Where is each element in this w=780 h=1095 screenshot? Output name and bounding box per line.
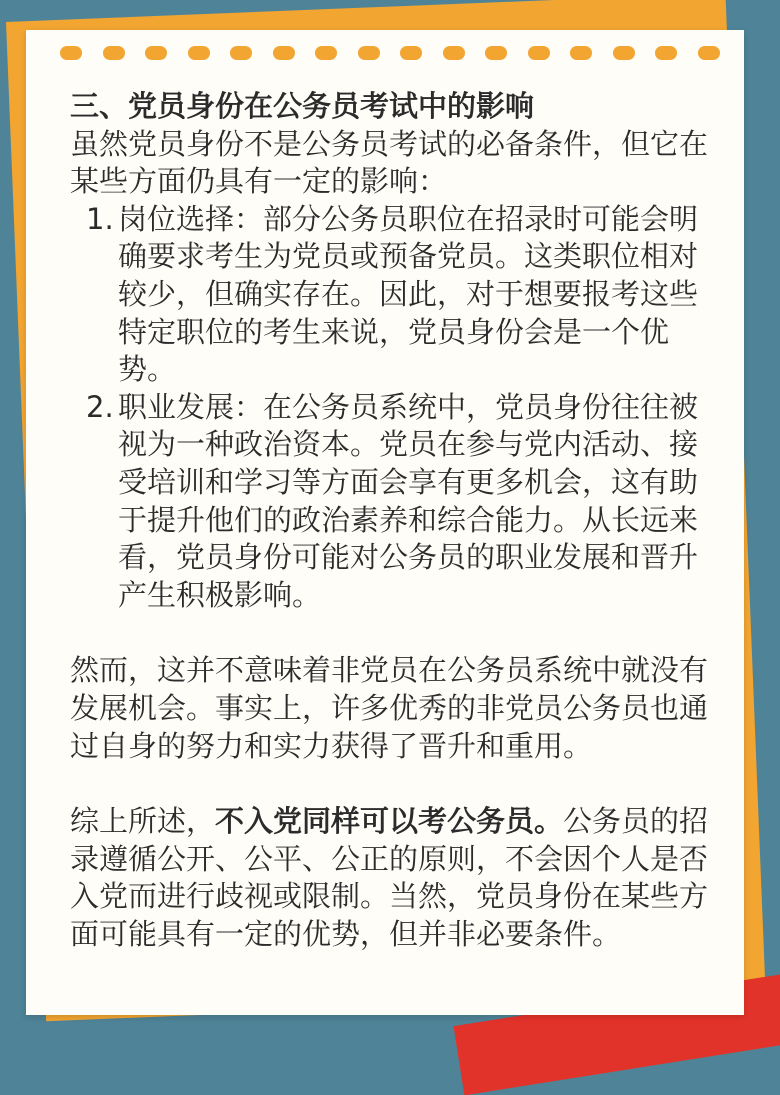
list-item-text: 岗位选择：部分公务员职位在招录时可能会明确要求考生为党员或预备党员。这类职位相对较少，但确实存在。因此，对于想要报考这些特定职位的考生来说，党员身份会是一个优势。 — [118, 201, 699, 387]
binding-dot — [60, 46, 82, 60]
binding-dot — [103, 46, 125, 60]
binding-dot — [188, 46, 210, 60]
binding-dot — [655, 46, 677, 60]
binding-dot — [358, 46, 380, 60]
binding-dot — [400, 46, 422, 60]
binding-dot — [570, 46, 592, 60]
binding-dot — [443, 46, 465, 60]
binding-dot — [698, 46, 720, 60]
binding-dot — [613, 46, 635, 60]
binding-dot — [230, 46, 252, 60]
article-content — [70, 88, 720, 953]
binding-dot — [315, 46, 337, 60]
binding-dots — [60, 46, 720, 60]
conclusion-suffix: 公务员的招录遵循公开、公平、公正的原则，不会因个人是否入党而进行歧视或限制。当然，党员身份在某些方面可能具有一定的优势，但并非必要条件。 — [70, 804, 709, 951]
list-item — [70, 389, 720, 615]
conclusion-paragraph — [70, 803, 720, 953]
non-member-paragraph: 然而，这并不意味着非党员在公务员系统中就没有发展机会。事实上，许多优秀的非党员公务员也通过自身的努力和实力获得了晋升和重用。 — [70, 653, 709, 763]
section-heading: 三、党员身份在公务员考试中的影响 — [70, 89, 535, 123]
note-card — [26, 30, 744, 1015]
influence-list — [70, 201, 720, 615]
list-item — [70, 201, 720, 389]
list-item-text: 职业发展：在公务员系统中，党员身份往往被视为一种政治资本。党员在参与党内活动、接受培训和学习等方面会享有更多机会，这有助于提升他们的政治素养和综合能力。从长远来看，党员身份可能对公务员的职业发展和晋升产生积极影响。 — [118, 389, 699, 612]
intro-paragraph: 虽然党员身份不是公务员考试的必备条件，但它在某些方面仍具有一定的影响： — [70, 126, 709, 199]
list-item-number: 1. — [86, 201, 114, 236]
binding-dot — [273, 46, 295, 60]
binding-dot — [145, 46, 167, 60]
binding-dot — [528, 46, 550, 60]
binding-dot — [485, 46, 507, 60]
conclusion-emphasis: 不入党同样可以考公务员。 — [215, 804, 564, 839]
list-item-number: 2. — [86, 389, 114, 424]
conclusion-prefix: 综上所述， — [70, 804, 216, 839]
